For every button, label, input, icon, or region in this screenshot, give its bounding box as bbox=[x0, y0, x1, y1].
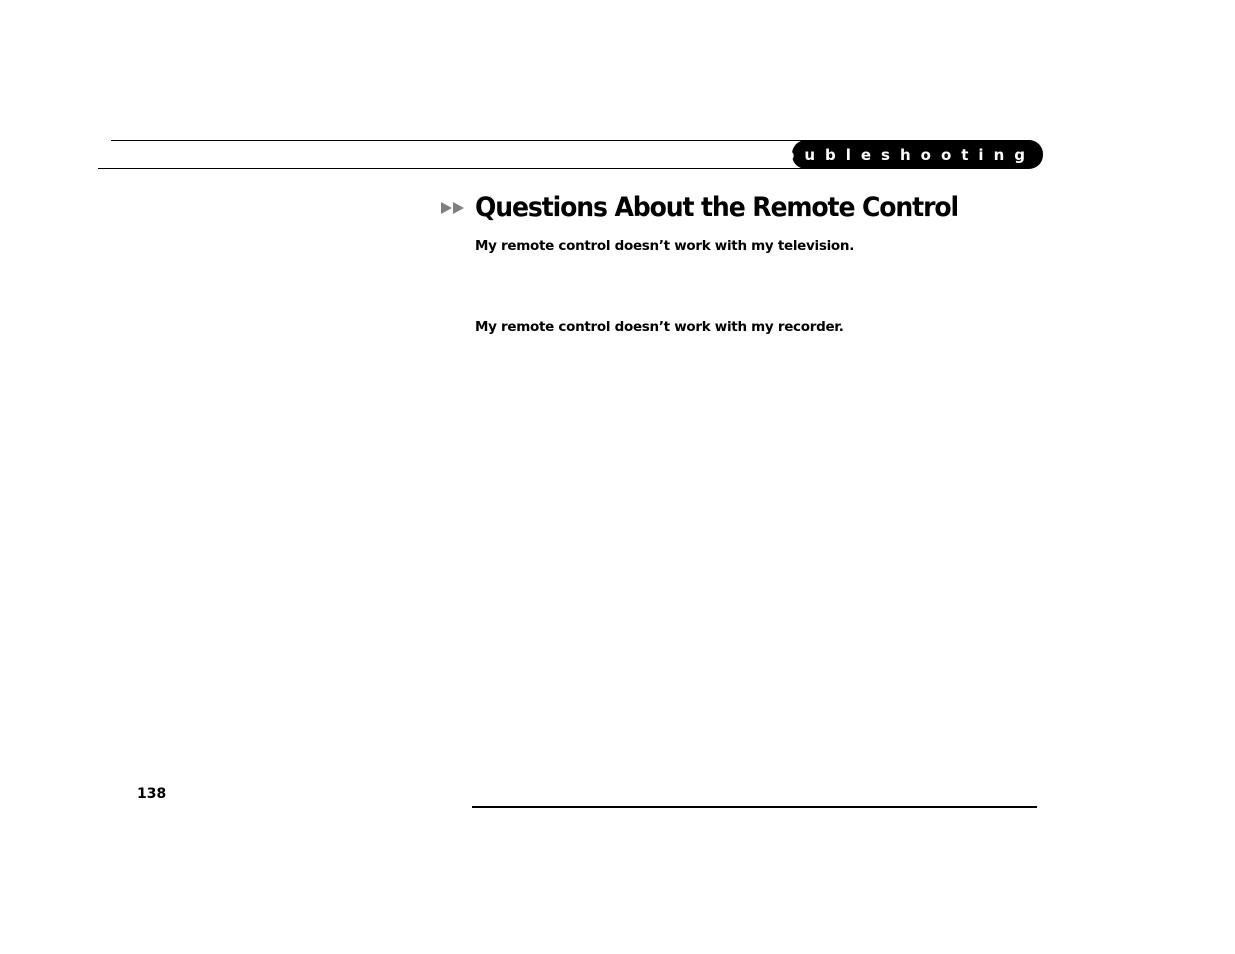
heading-row bbox=[440, 188, 994, 226]
section-tab-label: Troubleshooting bbox=[748, 145, 1035, 164]
footer-rule bbox=[472, 806, 1037, 808]
header-rule-top bbox=[111, 140, 811, 141]
question-recorder: My remote control doesn’t work with my recorder. bbox=[475, 319, 844, 335]
question-television: My remote control doesn’t work with my television. bbox=[475, 238, 855, 254]
fast-forward-icon bbox=[440, 200, 468, 216]
header-rule-bottom bbox=[98, 168, 818, 169]
section-tab bbox=[748, 140, 1043, 169]
page-number: 138 bbox=[137, 786, 167, 802]
page-title: Questions About the Remote Control bbox=[475, 191, 958, 223]
